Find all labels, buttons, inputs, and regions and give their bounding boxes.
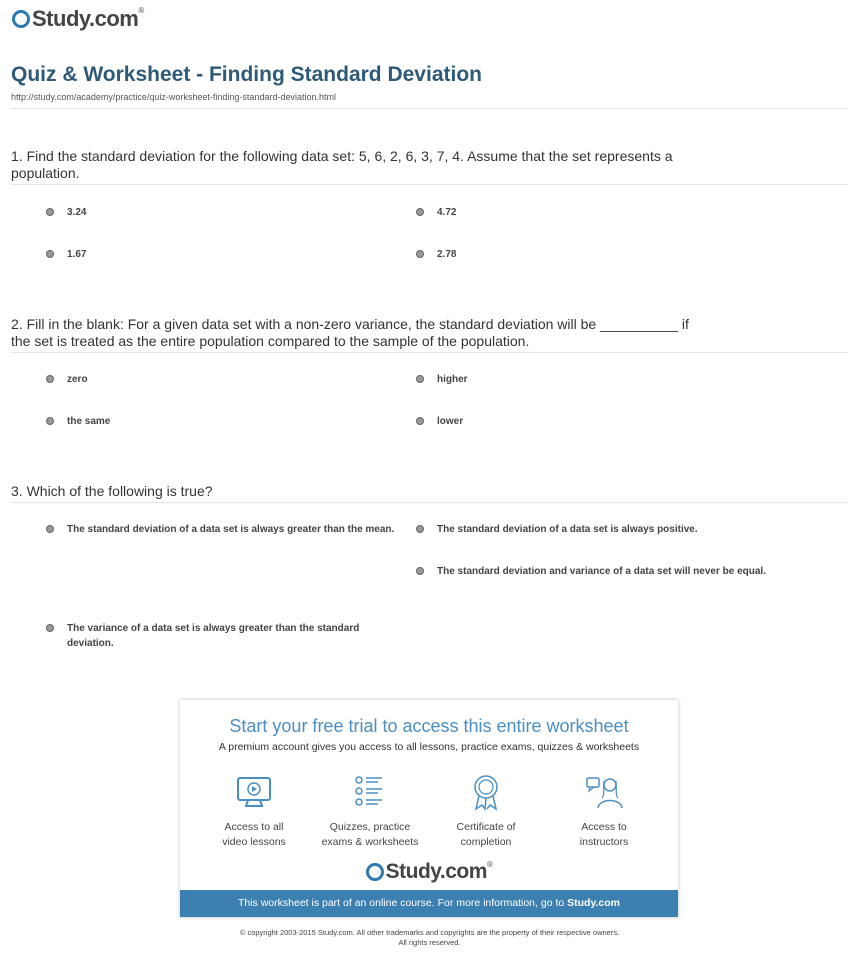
certificate-icon [466,772,506,812]
divider [11,108,848,109]
feature-label: completion [460,836,512,848]
feature-label: Quizzes, practice [329,821,411,833]
promo-bar-text: This worksheet is part of an online course. For more information, go to [237,897,565,909]
question-1-text: 1. Find the standard deviation for the following data set: 5, 6, 2, 6, 3, 7, 4. Assume that the set represents a population. [11,148,673,181]
study-logo[interactable] [12,6,144,32]
free-trial-promo[interactable] [180,700,678,917]
answer-option[interactable] [46,621,396,651]
promo-title[interactable]: Start your free trial to access this entire worksheet [229,716,629,736]
answer-option[interactable] [46,247,86,262]
page-title: Quiz & Worksheet - Finding Standard Deviation [11,63,482,86]
feature-label: Access to [581,821,627,833]
option-label: The variance of a data set is always greater than the standard deviation. [67,623,360,649]
answer-option[interactable] [416,372,468,387]
radio-button[interactable] [416,250,424,258]
option-label: 1.67 [67,249,87,260]
feature-label: Access to all [224,821,284,833]
divider [11,502,848,503]
feature-certificate [431,772,541,850]
radio-button[interactable] [46,208,54,216]
page-url: http://study.com/academy/practice/quiz-worksheet-finding-standard-deviation.html [11,92,336,102]
divider [11,352,848,353]
option-label: higher [437,374,468,385]
answer-option[interactable] [416,205,456,220]
option-label: 3.24 [67,207,87,218]
study-link[interactable]: Study.com [567,897,621,909]
play-logo-icon [12,10,30,28]
feature-video-lessons [199,772,309,850]
option-label: 2.78 [437,249,457,260]
answer-option[interactable] [416,414,463,429]
option-label: 4.72 [437,207,457,218]
radio-button[interactable] [46,417,54,425]
copyright-line: © copyright 2003-2015 Study.com. All other trademarks and copyrights are the property of their respective owners. [239,928,620,937]
option-label: The standard deviation and variance of a data set will never be equal. [437,566,766,577]
option-label: The standard deviation of a data set is always greater than the mean. [67,524,395,535]
question-2-text: 2. Fill in the blank: For a given data set with a non-zero variance, the standard deviation will be __________ if the set is treated as the entire population compared to the sample of the population. [11,316,689,349]
option-label: lower [437,416,464,427]
answer-option[interactable] [416,564,766,579]
option-label: The standard deviation of a data set is always positive. [437,524,698,535]
option-label: zero [67,374,88,385]
answer-option[interactable] [46,414,110,429]
promo-study-logo[interactable] [180,860,678,884]
radio-button[interactable] [46,250,54,258]
answer-option[interactable] [416,247,456,262]
radio-button[interactable] [46,525,54,533]
answer-option[interactable] [46,522,396,537]
play-logo-icon [366,863,384,881]
radio-button[interactable] [416,417,424,425]
promo-subtitle: A premium account gives you access to all lessons, practice exams, quizzes & worksheets [218,741,640,753]
feature-instructors [549,772,659,850]
copyright-line: All rights reserved. [398,938,461,947]
instructor-icon [584,772,624,812]
radio-button[interactable] [46,624,54,632]
copyright-footer [0,928,859,948]
radio-button[interactable] [46,375,54,383]
radio-button[interactable] [416,525,424,533]
feature-quizzes [315,772,425,850]
answer-option[interactable] [416,522,766,537]
divider [11,184,848,185]
question-3-text: 3. Which of the following is true? [11,483,213,499]
feature-label: Certificate of [456,821,516,833]
radio-button[interactable] [416,567,424,575]
answer-option[interactable] [46,372,88,387]
radio-button[interactable] [416,375,424,383]
answer-option[interactable] [46,205,86,220]
logo-text: Study.com® [32,6,144,31]
promo-info-bar [180,890,678,917]
quiz-list-icon [350,772,390,812]
option-label: the same [67,416,111,427]
radio-button[interactable] [416,208,424,216]
video-lesson-icon [234,772,274,812]
feature-label: exams & worksheets [321,836,419,848]
feature-label: video lessons [222,836,286,848]
promo-logo-text: Study.com® [385,860,493,883]
feature-label: instructors [579,836,629,848]
